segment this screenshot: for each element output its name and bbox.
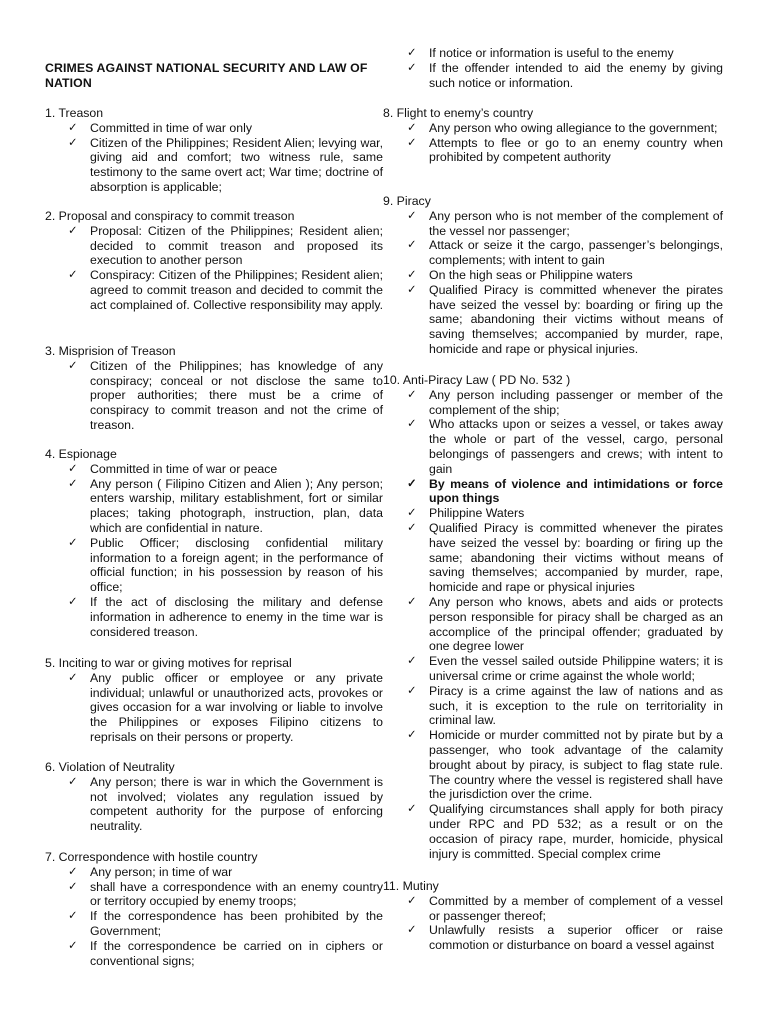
list-item: ✓ Conspiracy: Citizen of the Philippines; Resident alien; agreed to commit treason and decided to commit the act complained of. Collective responsibility may apply.	[68, 268, 383, 312]
check-icon: ✓	[68, 269, 78, 282]
section-espionage	[45, 447, 383, 639]
list-item: ✓ Even the vessel sailed outside Philippine waters; it is universal crime or crime against the whole world;	[407, 654, 723, 683]
check-icon: ✓	[407, 388, 417, 401]
bullet-list	[383, 46, 723, 90]
section-heading: 2. Proposal and conspiracy to commit treason	[45, 209, 295, 223]
check-icon: ✓	[407, 209, 417, 222]
list-item: ✓ Who attacks upon or seizes a vessel, or takes away the whole or part of the vessel, cargo, personal belongings of passengers and crews; with intent to gain	[407, 417, 723, 476]
section-heading: 11. Mutiny	[383, 879, 439, 893]
list-item: ✓ By means of violence and intimidations or force upon things	[407, 476, 723, 506]
list-item: ✓ Homicide or murder committed not by pirate but by a passenger, who took advantage of the calamity brought about by piracy, is subject to flag state rule. The country where the vessel is registered shall have the jurisdiction over the crime.	[407, 728, 723, 802]
list-item: ✓ Any person; in time of war	[68, 864, 233, 879]
check-icon: ✓	[68, 910, 78, 923]
check-icon: ✓	[68, 939, 78, 952]
check-icon: ✓	[407, 61, 417, 74]
list-item: ✓ Philippine Waters	[407, 506, 525, 521]
bullet-list	[383, 209, 723, 357]
list-item: ✓ Attempts to flee or go to an enemy country when prohibited by competent authority	[407, 135, 723, 165]
bullet-list	[45, 224, 383, 313]
list-item: ✓ On the high seas or Philippine waters	[407, 267, 633, 282]
list-item: ✓ Any person who owing allegiance to the government;	[407, 120, 718, 135]
check-icon: ✓	[68, 462, 78, 475]
check-icon: ✓	[407, 729, 417, 742]
section-mutiny	[383, 879, 723, 953]
list-item: ✓ Proposal: Citizen of the Philippines; Resident alien; decided to commit treason and proposed its execution to another person	[68, 223, 383, 268]
section-piracy	[383, 194, 723, 357]
check-icon: ✓	[407, 477, 417, 490]
list-item: ✓ Unlawfully resists a superior officer or raise commotion or disturbance on board a vessel against	[407, 923, 723, 953]
section-violation-neutrality	[45, 760, 383, 834]
list-item: ✓ Qualified Piracy is committed whenever the pirates have seized the vessel by: boarding or firing up the same; abandoning their victims without means of saving themselves; accompanied by murder, rape, homicide and rape or physical injuries.	[407, 282, 723, 356]
list-item: ✓ Piracy is a crime against the law of nations and as such, it is exception to the rule on territoriality in criminal law.	[407, 683, 723, 728]
check-icon: ✓	[68, 595, 78, 608]
list-item: ✓ Any person; there is war in which the Government is not involved; violates any regulation issued by competent authority for the purpose of enforcing neutrality.	[68, 774, 383, 834]
check-icon: ✓	[407, 803, 417, 816]
section-heading: 9. Piracy	[383, 194, 431, 208]
bullet-list	[383, 894, 723, 953]
document-title: CRIMES AGAINST NATIONAL SECURITY AND LAW OF NATION	[45, 61, 368, 90]
section-heading: 1. Treason	[45, 106, 104, 120]
section-correspondence-continued	[383, 46, 723, 90]
list-item: ✓ Any person ( Filipino Citizen and Alien ); Any person; enters warship, military establishment, fort or similar places; taking photograph, instruction, plan, data which are confidential in nature.	[68, 476, 383, 535]
check-icon: ✓	[68, 880, 78, 893]
bullet-list	[45, 775, 383, 834]
bullet-list	[45, 865, 383, 969]
list-item: ✓ shall have a correspondence with an enemy country or territory occupied by enemy troops;	[68, 879, 383, 909]
check-icon: ✓	[407, 924, 417, 937]
list-item: ✓ Committed in time of war or peace	[68, 461, 278, 476]
list-item: ✓ Qualified Piracy is committed whenever the pirates have seized the vessel by: boarding or firing up the same; abandoning their victims without means of saving themselves; accompanied by murder, rape, homicide and rape or physical injuries	[407, 520, 723, 595]
check-icon: ✓	[407, 894, 417, 907]
check-icon: ✓	[407, 121, 417, 134]
check-icon: ✓	[68, 865, 78, 878]
list-item: ✓ If the offender intended to aid the enemy by giving such notice or information.	[407, 60, 723, 90]
list-item: ✓ Citizen of the Philippines; Resident Alien; levying war, giving aid and comfort; two witness rule, same testimony to the same overt act; War time; doctrine of absorption is applicable;	[68, 135, 383, 194]
check-icon: ✓	[407, 239, 417, 252]
list-item: ✓ Committed by a member of complement of a vessel or passenger thereof;	[407, 893, 723, 923]
check-icon: ✓	[407, 283, 417, 296]
list-item: ✓ Qualifying circumstances shall apply for both piracy under RPC and PD 532; as a result or on the occasion of piracy rape, murder, homicide, physical injury is committed. Special complex crime	[407, 802, 723, 861]
list-item: ✓ If the correspondence has been prohibited by the Government;	[68, 909, 383, 938]
list-item: ✓ If notice or information is useful to the enemy	[407, 46, 674, 60]
check-icon: ✓	[68, 224, 78, 237]
check-icon: ✓	[407, 268, 417, 281]
section-heading: 10. Anti-Piracy Law ( PD No. 532 )	[383, 373, 571, 387]
section-heading: 5. Inciting to war or giving motives for reprisal	[45, 656, 292, 670]
bullet-list	[45, 671, 383, 745]
check-icon: ✓	[407, 684, 417, 697]
list-item: ✓ Any person who is not member of the complement of the vessel nor passenger;	[407, 208, 723, 238]
section-anti-piracy-law	[383, 373, 723, 861]
section-heading: 8. Flight to enemy’s country	[383, 106, 534, 120]
section-flight-enemy-country	[383, 106, 723, 165]
check-icon: ✓	[407, 47, 417, 59]
check-icon: ✓	[407, 507, 417, 520]
check-icon: ✓	[407, 521, 417, 534]
check-icon: ✓	[68, 136, 78, 149]
list-item: ✓ Committed in time of war only	[68, 120, 252, 135]
section-inciting-to-war	[45, 656, 383, 745]
check-icon: ✓	[68, 121, 78, 134]
section-proposal-conspiracy	[45, 209, 383, 313]
check-icon: ✓	[68, 775, 78, 788]
section-heading: 6. Violation of Neutrality	[45, 760, 175, 774]
section-heading: 7. Correspondence with hostile country	[45, 850, 258, 864]
section-correspondence	[45, 850, 383, 968]
section-heading: 3. Misprision of Treason	[45, 344, 176, 358]
list-item: ✓ Any person including passenger or member of the complement of the ship;	[407, 387, 723, 417]
check-icon: ✓	[407, 418, 417, 431]
bullet-list	[383, 388, 723, 862]
check-icon: ✓	[407, 136, 417, 149]
check-icon: ✓	[68, 477, 78, 490]
list-item: ✓ Attack or seize it the cargo, passenger’s belongings, complements; with intent to gain	[407, 238, 723, 268]
bullet-list	[45, 121, 383, 195]
section-misprision	[45, 344, 383, 433]
check-icon: ✓	[407, 595, 417, 608]
check-icon: ✓	[68, 671, 78, 684]
bullet-list	[45, 359, 383, 433]
section-heading: 4. Espionage	[45, 447, 117, 461]
bullet-list	[383, 121, 723, 165]
section-treason	[45, 106, 383, 195]
list-item: ✓ Citizen of the Philippines; has knowledge of any conspiracy; conceal or not disclose the same to proper authorities; there must be a crime of conspiracy to commit treason and not the crime of treason.	[68, 358, 383, 432]
check-icon: ✓	[407, 655, 417, 668]
list-item: ✓ Public Officer; disclosing confidential military information to a foreign agent; in the performance of official function; in his possession by reason of his office;	[68, 535, 383, 595]
list-item: ✓ Any public officer or employee or any private individual; unlawful or unauthorized acts, provokes or gives occasion for a war involving or liable to involve the Philippines or exposes Filipino citizens to reprisals on their persons or property.	[68, 670, 383, 744]
list-item: ✓ If the act of disclosing the military and defense information in adherence to enemy in the time war is considered treason.	[68, 594, 383, 639]
list-item: ✓ Any person who knows, abets and aids or protects person responsible for piracy shall be charged as an accomplice of the principal offender; graduated by one degree lower	[407, 594, 723, 654]
list-item: ✓ If the correspondence be carried on in ciphers or conventional signs;	[68, 938, 383, 968]
check-icon: ✓	[68, 359, 78, 372]
bullet-list	[45, 462, 383, 640]
check-icon: ✓	[68, 536, 78, 549]
